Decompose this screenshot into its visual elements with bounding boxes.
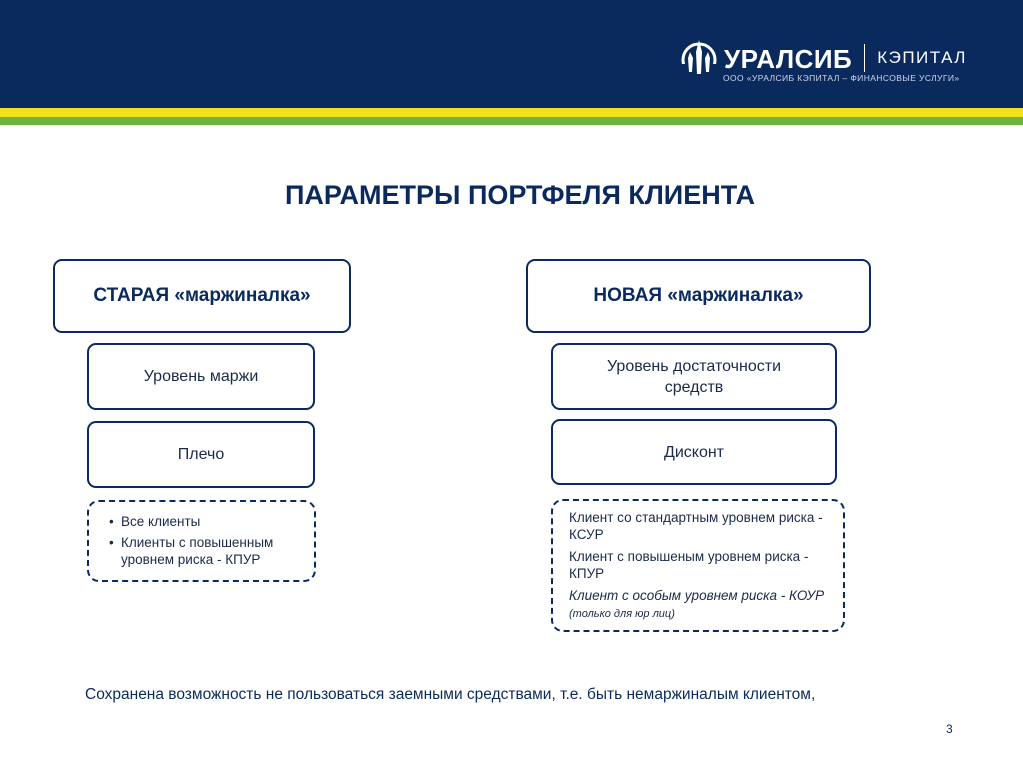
- list-item: • Все клиенты: [121, 513, 304, 530]
- page-number: 3: [946, 722, 953, 736]
- note-kpur: Клиент с повышеным уровнем риска - КПУР: [569, 549, 809, 581]
- brand-name: УРАЛСИБ: [724, 44, 853, 74]
- green-stripe: [0, 117, 1023, 125]
- uralsib-emblem-icon: [680, 38, 718, 78]
- new-clients-note: [551, 499, 845, 632]
- new-sufficiency-level-box: Уровень достаточности средств: [551, 343, 837, 410]
- note-kour-small: (только для юр лиц): [569, 608, 675, 620]
- new-discount-box: Дисконт: [551, 419, 837, 485]
- company-subtitle: ООО «УРАЛСИБ КЭПИТАЛ – ФИНАНСОВЫЕ УСЛУГИ»: [723, 73, 960, 83]
- slide-title: ПАРАМЕТРЫ ПОРТФЕЛЯ КЛИЕНТА: [284, 180, 756, 210]
- logo-separator: [864, 44, 865, 72]
- yellow-stripe: [0, 108, 1023, 117]
- new-margin-heading: НОВАЯ «маржиналка»: [526, 259, 871, 333]
- note-kour-text: Клиент с особым уровнем риска - КОУР: [569, 588, 825, 603]
- old-clients-list: [107, 513, 304, 568]
- footer-note: Сохранена возможность не пользоваться заемными средствами, т.е. быть немаржиналым клиентом,: [85, 686, 816, 703]
- old-margin-heading: СТАРАЯ «маржиналка»: [53, 259, 351, 333]
- note-kour: [569, 587, 829, 623]
- brand-division: КЭПИТАЛ: [877, 48, 967, 67]
- old-leverage-box: Плечо: [87, 421, 315, 488]
- old-margin-level-box: Уровень маржи: [87, 343, 315, 410]
- old-clients-note: [87, 500, 316, 582]
- note-ksur: Клиент со стандартным уровнем риска - КСУР: [569, 510, 823, 542]
- list-item: • Клиенты с повышенным уровнем риска - КПУР: [121, 534, 304, 568]
